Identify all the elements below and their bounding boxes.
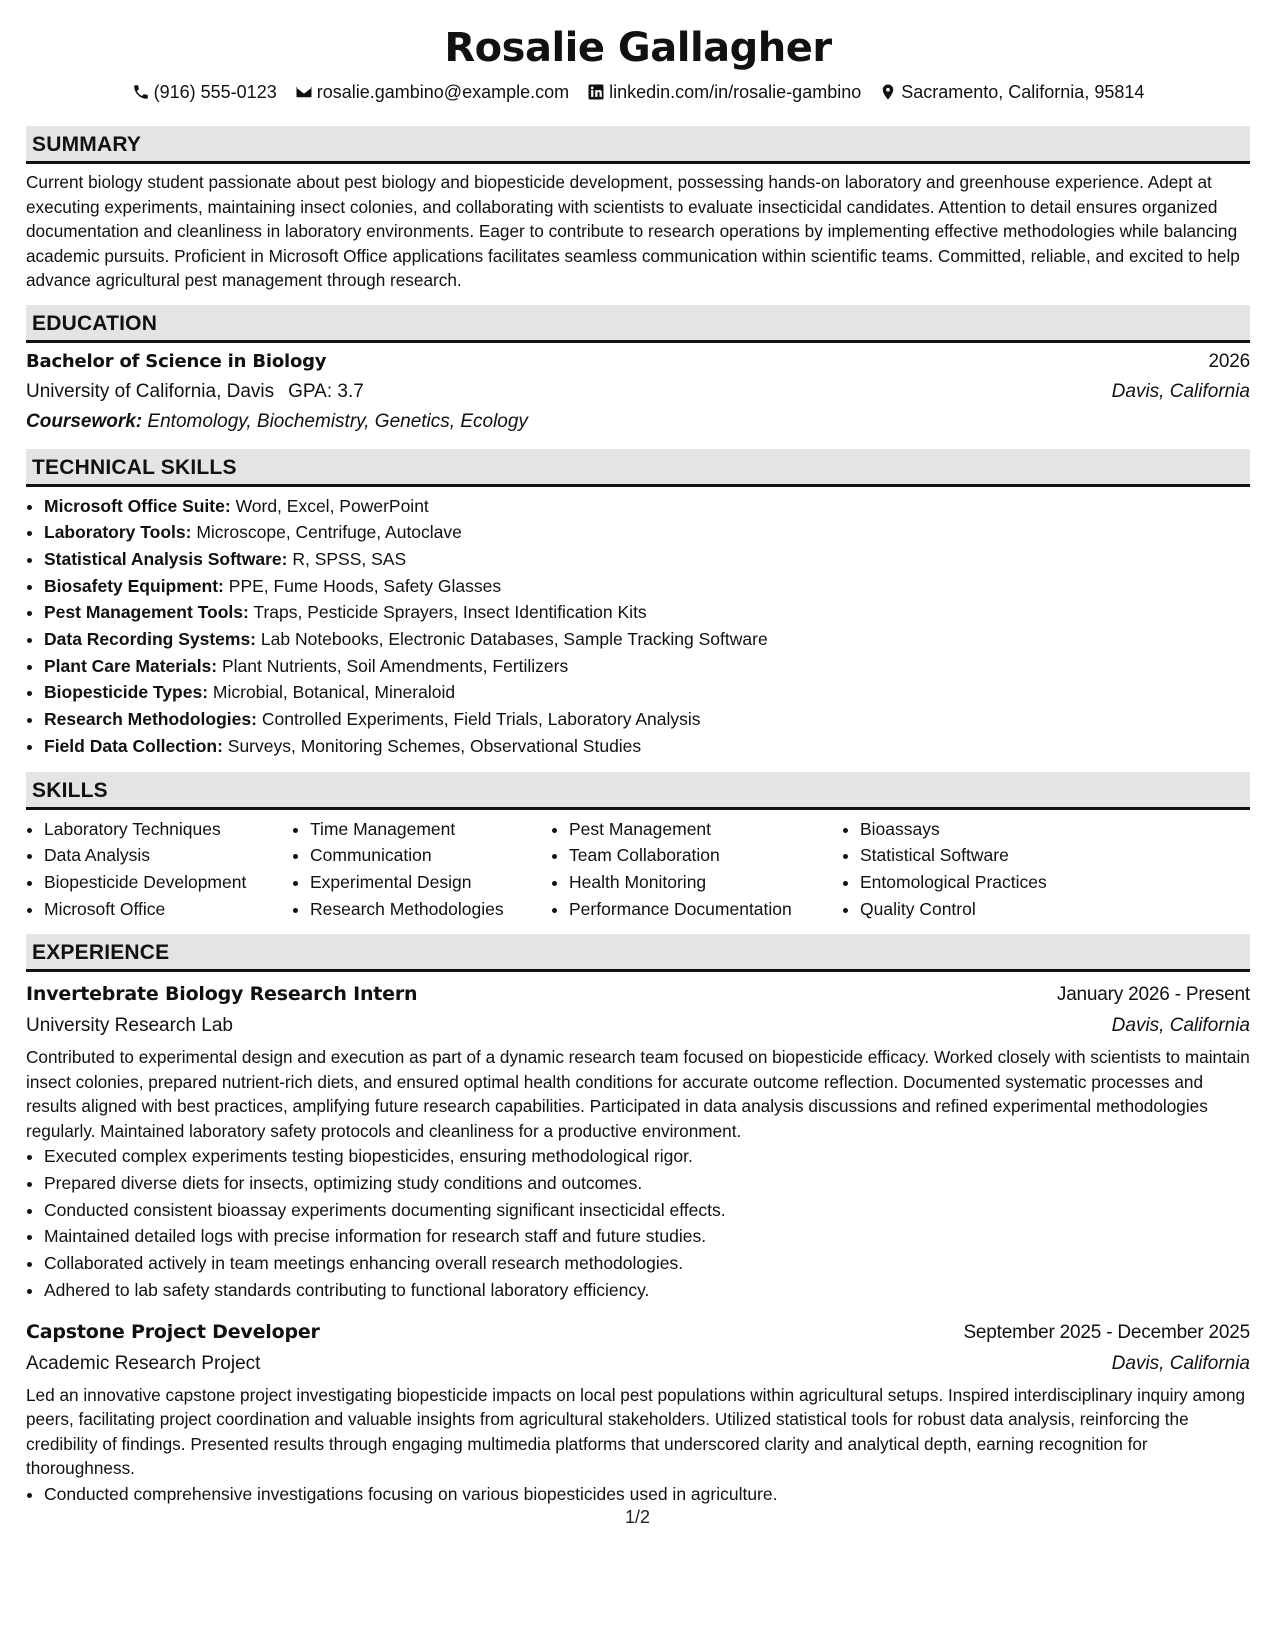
job-entry — [26, 978, 1250, 1303]
coursework — [26, 407, 1250, 437]
phone-text: (916) 555-0123 — [153, 82, 277, 102]
skills-heading: SKILLS — [26, 772, 1250, 810]
job-sub-row — [26, 1011, 1250, 1041]
list-item: • Team Collaboration — [569, 842, 842, 869]
school: University of California, Davis — [26, 380, 275, 402]
job-title: Invertebrate Biology Research Intern — [26, 983, 418, 1006]
list-item: • Health Monitoring — [569, 869, 842, 896]
education-location: Davis, California — [1111, 380, 1250, 402]
skill-value: Plant Nutrients, Soil Amendments, Fertilizers — [222, 655, 569, 676]
skill-value: Word, Excel, PowerPoint — [235, 495, 429, 516]
skill-value: PPE, Fume Hoods, Safety Glasses — [228, 575, 502, 596]
list-item: • Pest Management — [569, 816, 842, 843]
list-item — [44, 679, 1250, 706]
experience-heading: EXPERIENCE — [26, 934, 1250, 972]
list-item: • Laboratory Techniques — [44, 816, 292, 843]
list-item: • Data Analysis — [44, 842, 292, 869]
contact-phone[interactable] — [132, 80, 277, 104]
skill-value: Controlled Experiments, Field Trials, Laboratory Analysis — [261, 709, 701, 730]
graduation-year: 2026 — [1208, 350, 1250, 372]
technical-skills-list — [26, 493, 1250, 760]
skills-column-1 — [26, 816, 292, 923]
education-heading: EDUCATION — [26, 305, 1250, 343]
contact-email[interactable] — [295, 80, 569, 104]
skill-value: Microbial, Botanical, Mineraloid — [212, 682, 456, 703]
skills-column-4 — [842, 816, 1100, 923]
contact-location — [879, 80, 1144, 104]
list-item: • Prepared diverse diets for insects, optimizing study conditions and outcomes. — [44, 1170, 1250, 1197]
job-org: Academic Research Project — [26, 1352, 261, 1374]
coursework-label: Coursework: — [26, 410, 143, 432]
list-item: • Quality Control — [860, 896, 1100, 923]
list-item: • Conducted comprehensive investigations focusing on various biopesticides used in agriculture. — [44, 1481, 1250, 1508]
gpa: GPA: 3.7 — [288, 380, 364, 402]
summary-text: Current biology student passionate about pest biology and biopesticide development, possessing hands-on laboratory and greenhouse experience. Adept at executing experiments, maintaining insect colonies, and collaborating with scientists to evaluate insecticidal candidates. Attention to detail ensures organized documentation and cleanliness in laboratory environments. Eager to contribute to research operations by implementing effective methodologies while balancing academic pursuits. Proficient in Microsoft Office applications facilitates seamless communication within scientific teams. Committed, reliable, and excited to help advance agricultural pest management through research. — [26, 172, 1240, 290]
skill-value: R, SPSS, SAS — [292, 548, 407, 569]
list-item — [44, 626, 1250, 653]
skill-value: Microscope, Centrifuge, Autoclave — [196, 522, 462, 543]
job-title-row — [26, 1316, 1250, 1349]
linkedin-icon — [587, 83, 605, 101]
list-item: • Adhered to lab safety standards contributing to functional laboratory efficiency. — [44, 1277, 1250, 1304]
job-bullets — [26, 1143, 1250, 1303]
skills-column-3 — [551, 816, 842, 923]
experience-section — [26, 934, 1250, 1507]
skill-label: Biosafety Equipment: — [44, 575, 224, 596]
list-item: • Collaborated actively in team meetings enhancing overall research methodologies. — [44, 1250, 1250, 1277]
list-item — [44, 599, 1250, 626]
job-dates: January 2026 - Present — [1056, 984, 1250, 1006]
coursework-list: Entomology, Biochemistry, Genetics, Ecology — [147, 410, 528, 432]
list-item — [44, 546, 1250, 573]
skill-label: Plant Care Materials: — [44, 655, 218, 676]
technical-skills-section — [26, 449, 1250, 760]
job-entry — [26, 1316, 1250, 1508]
list-item — [44, 653, 1250, 680]
education-section — [26, 305, 1250, 437]
list-item: • Microsoft Office — [44, 896, 292, 923]
skills-grid — [26, 816, 1250, 923]
education-title-row — [26, 347, 1250, 377]
summary-heading: SUMMARY — [26, 126, 1250, 164]
list-item: • Statistical Software — [860, 842, 1100, 869]
location-text: Sacramento, California, 95814 — [901, 82, 1145, 102]
job-org: University Research Lab — [26, 1015, 233, 1037]
envelope-icon — [295, 83, 313, 101]
education-sub-row — [26, 377, 1250, 407]
skill-label: Pest Management Tools: — [44, 602, 249, 623]
list-item: • Executed complex experiments testing biopesticides, ensuring methodological rigor. — [44, 1143, 1250, 1170]
skill-label: Research Methodologies: — [44, 709, 257, 730]
skill-label: Biopesticide Types: — [44, 682, 209, 703]
resume-page — [26, 22, 1250, 1507]
skill-label: Data Recording Systems: — [44, 629, 257, 650]
skill-label: Statistical Analysis Software: — [44, 548, 288, 569]
skills-section — [26, 772, 1250, 923]
technical-skills-heading: TECHNICAL SKILLS — [26, 449, 1250, 487]
candidate-name: Rosalie Gallagher — [444, 25, 832, 71]
list-item: • Time Management — [310, 816, 551, 843]
job-location: Davis, California — [1111, 1352, 1250, 1374]
list-item — [44, 519, 1250, 546]
job-sub-row — [26, 1349, 1250, 1379]
email-text: rosalie.gambino@example.com — [316, 82, 570, 102]
list-item: • Communication — [310, 842, 551, 869]
job-title-row — [26, 978, 1250, 1011]
skills-column-2 — [292, 816, 551, 923]
skill-value: Lab Notebooks, Electronic Databases, Sample Tracking Software — [260, 629, 768, 650]
phone-icon — [132, 83, 150, 101]
list-item: • Entomological Practices — [860, 869, 1100, 896]
job-dates: September 2025 - December 2025 — [963, 1321, 1250, 1343]
job-title: Capstone Project Developer — [26, 1320, 320, 1343]
skill-label: Microsoft Office Suite: — [44, 495, 231, 516]
skill-label: Laboratory Tools: — [44, 522, 192, 543]
job-description: Contributed to experimental design and execution as part of a dynamic research team focused on biopesticide efficacy. Worked closely with scientists to maintain insect colonies, prepared nutrient-rich diets, and ensured optimal health conditions for accurate outcome reflection. Documented systematic processes and results aligned with best practices, amplifying future research capabilities. Participated in data analysis discussions and refined experimental methodologies regularly. Maintained laboratory safety protocols and cleanliness for a productive environment. — [26, 1047, 1250, 1141]
list-item: • Maintained detailed logs with precise information for research staff and future studies. — [44, 1223, 1250, 1250]
skill-value: Surveys, Monitoring Schemes, Observational Studies — [227, 735, 642, 756]
contact-bar — [26, 80, 1250, 104]
list-item: • Conducted consistent bioassay experiments documenting significant insecticidal effects. — [44, 1197, 1250, 1224]
contact-linkedin[interactable] — [587, 80, 861, 104]
list-item: • Experimental Design — [310, 869, 551, 896]
skill-value: Traps, Pesticide Sprayers, Insect Identification Kits — [253, 602, 647, 623]
list-item: • Bioassays — [860, 816, 1100, 843]
degree: Bachelor of Science in Biology — [26, 350, 327, 372]
list-item — [44, 706, 1250, 733]
summary-section — [26, 126, 1250, 293]
list-item — [44, 573, 1250, 600]
list-item: • Biopesticide Development — [44, 869, 292, 896]
page-number: 1/2 — [624, 1507, 651, 1527]
list-item — [44, 493, 1250, 520]
skill-label: Field Data Collection: — [44, 735, 223, 756]
job-bullets — [26, 1481, 1250, 1508]
job-location: Davis, California — [1111, 1015, 1250, 1037]
list-item: • Performance Documentation — [569, 896, 842, 923]
list-item — [44, 733, 1250, 760]
list-item: • Research Methodologies — [310, 896, 551, 923]
location-pin-icon — [879, 83, 897, 101]
job-description: Led an innovative capstone project investigating biopesticide impacts on local pest populations within agricultural setups. Inspired interdisciplinary inquiry among peers, facilitating project coordination and valuable insights from agricultural stakeholders. Utilized statistical tools for robust data analysis, reinforcing the credibility of findings. Presented results through engaging multimedia platforms that underscored clarity and analytical depth, earning recognition for thoroughness. — [26, 1384, 1246, 1479]
linkedin-text: linkedin.com/in/rosalie-gambino — [609, 82, 862, 102]
